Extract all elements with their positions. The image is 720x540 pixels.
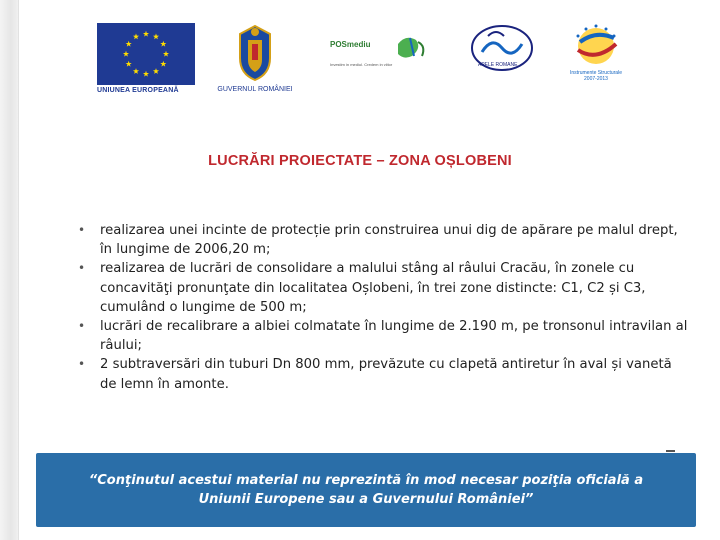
eu-star <box>133 68 139 74</box>
decorative-mark <box>666 450 675 452</box>
list-item: • realizarea de lucrări de consolidare a malului stâng al râului Cracău, în zonele cu concavităţi pronunţate din localitatea Oșlobeni, în trei zone distincte: C1, C2 și C3, cumulând o lungime de 500 m; <box>78 259 688 317</box>
disclaimer-box <box>36 453 696 527</box>
eu-star <box>160 61 166 67</box>
is-line2: 2007-2013 <box>584 76 608 82</box>
posmediu-tagline: Investim in mediul. Credem in viitor <box>330 62 393 67</box>
eu-star <box>143 71 149 77</box>
apele-romane-logo <box>468 24 538 82</box>
eu-star <box>123 51 129 57</box>
apele-romane-text: APELE ROMANE <box>478 62 518 68</box>
government-caption: GUVERNUL ROMÂNIEI <box>217 86 293 93</box>
eu-star <box>143 31 149 37</box>
eu-star <box>126 41 132 47</box>
is-line1: Instrumente Structurale <box>570 70 622 76</box>
list-item: • 2 subtraversări din tuburi Dn 800 mm, prevăzute cu clapetă antiretur în aval și vanetă de lemn în amonte. <box>78 355 688 393</box>
list-item: • realizarea unei incinte de protecție prin construirea unui dig de apărare pe malul drept, în lungime de 2006,20 m; <box>78 221 688 259</box>
eu-logo <box>97 23 195 101</box>
page-title: LUCRĂRI PROIECTATE – ZONA OȘLOBENI <box>208 153 512 169</box>
instrumente-structurale-logo <box>560 22 632 92</box>
instrumente-structurale-logo-icon <box>560 22 632 70</box>
posmediu-logo-icon <box>326 30 434 80</box>
logo-header <box>0 18 720 98</box>
apele-romane-logo-icon <box>468 24 538 82</box>
posmediu-logo <box>326 30 434 80</box>
instrumente-structurale-text <box>560 70 632 82</box>
eu-star <box>153 33 159 39</box>
eu-star <box>126 61 132 67</box>
romania-coat-of-arms-icon <box>208 22 302 84</box>
list-item: • lucrări de recalibrare a albiei colmatate în lungime de 2.190 m, pe tronsonul intravilan al râului; <box>78 317 688 355</box>
eu-star <box>153 68 159 74</box>
disclaimer-text: “Conţinutul acestui material nu reprezintă în mod necesar poziţia oficială a Uniunii Europene sau a Guvernului României” <box>88 473 644 507</box>
works-list <box>78 221 688 394</box>
eu-star <box>160 41 166 47</box>
eu-star <box>133 33 139 39</box>
government-logo <box>208 22 302 102</box>
eu-flag-icon <box>97 23 195 85</box>
eu-caption: UNIUNEA EUROPEANĂ <box>97 87 179 94</box>
posmediu-name: POSmediu <box>330 40 371 49</box>
eu-star <box>163 51 169 57</box>
